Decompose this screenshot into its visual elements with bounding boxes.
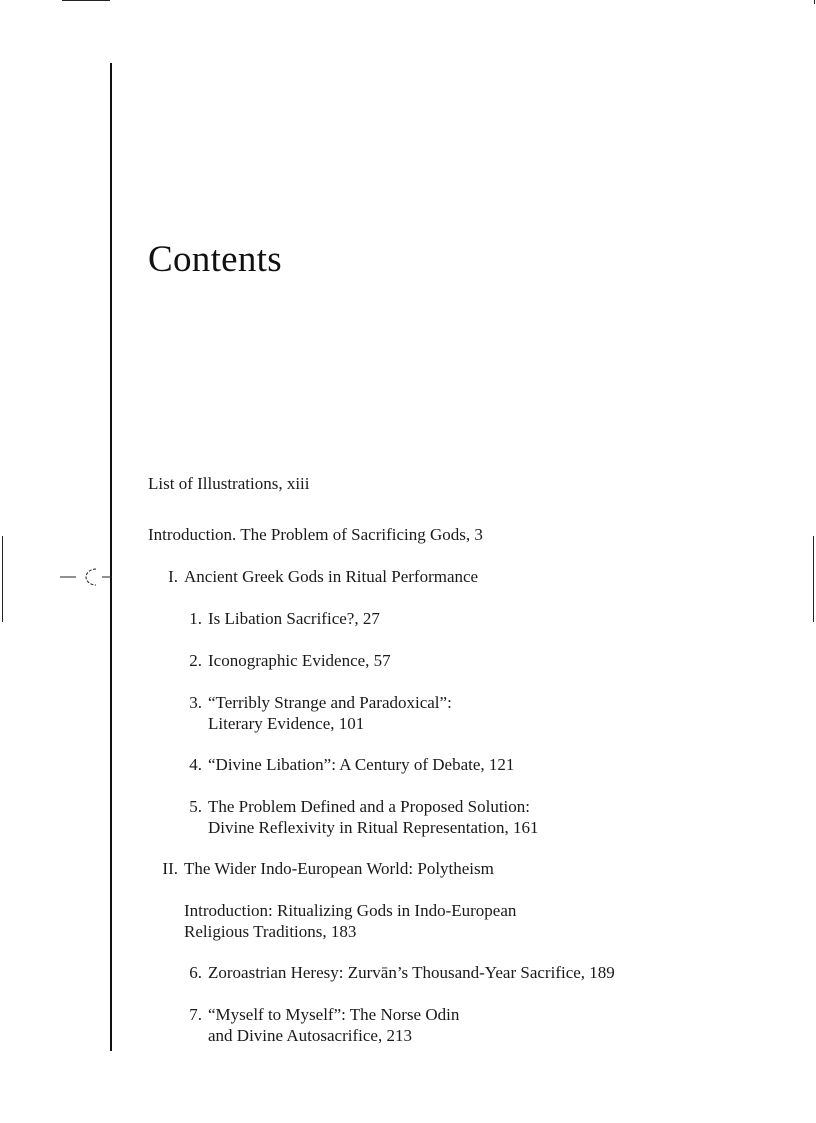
part-introduction-title: Introduction: Ritualizing Gods in Indo-European [184,901,517,920]
trim-mark-top [62,0,110,1]
chapter-title: “Divine Libation”: A Century of Debate, 121 [208,755,515,774]
trim-mark-right [813,536,814,622]
registration-mark-icon [60,566,112,588]
chapter-number: 2. [189,651,202,670]
part-numeral: II. [162,859,178,878]
chapter-number: 6. [189,963,202,982]
chapter-title-continued: and Divine Autosacrifice, 213 [208,1026,412,1045]
page-title: Contents [148,239,282,280]
chapter-title: Is Libation Sacrifice?, 27 [208,609,380,628]
part-title: The Wider Indo-European World: Polytheism [184,859,494,878]
chapter-number: 4. [189,755,202,774]
trim-mark-left [2,536,3,622]
chapter-title: Iconographic Evidence, 57 [208,651,391,670]
chapter-title: “Myself to Myself”: The Norse Odin [208,1005,460,1024]
toc-entry-introduction: Introduction. The Problem of Sacrificing Gods, 3 [148,525,483,544]
chapter-title: Zoroastrian Heresy: Zurvān’s Thousand-Year Sacrifice, 189 [208,963,615,982]
chapter-title: “Terribly Strange and Paradoxical”: [208,693,452,712]
spine-rule [110,63,112,1051]
chapter-title-continued: Literary Evidence, 101 [208,714,365,733]
chapter-title-continued: Divine Reflexivity in Ritual Representation, 161 [208,818,539,837]
chapter-title: The Problem Defined and a Proposed Solution: [208,797,531,816]
toc-entry-illustrations: List of Illustrations, xiii [148,474,310,493]
part-introduction-title-continued: Religious Traditions, 183 [184,922,357,941]
chapter-number: 3. [189,693,202,712]
chapter-number: 7. [189,1005,202,1024]
part-title: Ancient Greek Gods in Ritual Performance [184,567,479,586]
part-numeral: I. [168,567,178,586]
chapter-number: 1. [189,609,202,628]
chapter-number: 5. [189,797,202,816]
trim-mark-top-right [814,0,815,4]
